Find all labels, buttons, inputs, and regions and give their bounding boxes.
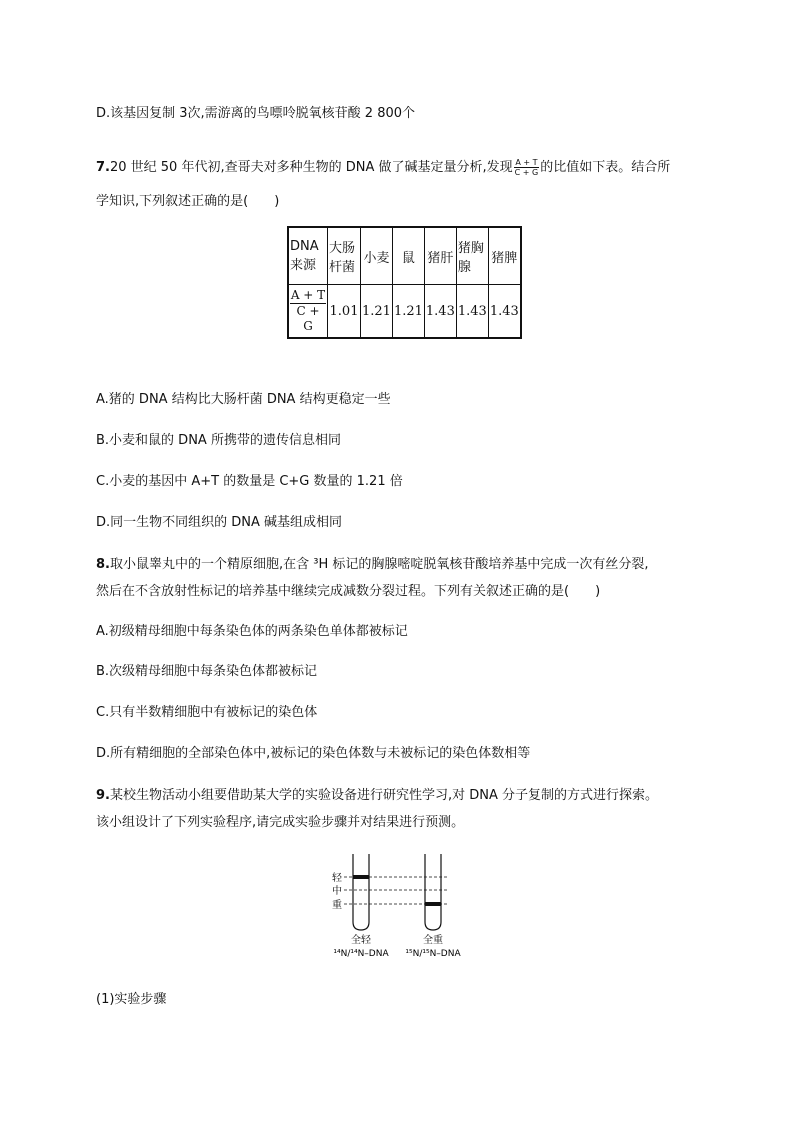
tube-1-label: 全轻 [351, 935, 371, 946]
q8-option-c: C.只有半数精细胞中有被标记的染色体 [96, 705, 318, 720]
q7-option-d: D.同一生物不同组织的 DNA 碱基组成相同 [96, 515, 343, 530]
header-wheat: 小麦 [361, 227, 393, 285]
q9-sub1-heading: (1)实验步骤 [96, 992, 167, 1007]
band-label-middle: 中 [332, 886, 342, 897]
q8-option-a: A.初级精母细胞中每条染色体的两条染色单体都被标记 [96, 624, 408, 639]
tube-2-label: 全重 [423, 935, 443, 946]
tube-2-sublabel: ¹⁵N/¹⁵N–DNA [405, 949, 461, 959]
q7-option-b: B.小麦和鼠的 DNA 所携带的遗传信息相同 [96, 433, 341, 448]
tube-1 [353, 854, 369, 930]
q8-stem-line2: 然后在不含放射性标记的培养基中继续完成减数分裂过程。下列有关叙述正确的是( ) [96, 584, 601, 599]
q8-number: 8. [96, 557, 110, 572]
q7-stem-post: 的比值如下表。结合所 [540, 160, 671, 175]
band-label-heavy: 重 [332, 900, 342, 911]
band-label-light: 轻 [332, 873, 342, 884]
q9-number: 9. [96, 788, 110, 803]
value-pig-spleen: 1.43 [488, 285, 520, 339]
row-label-ratio: $\frac{A + T}{C + G}$ [288, 285, 328, 339]
q7-frac-numerator: A + T [515, 158, 538, 167]
table-header-row [288, 227, 521, 285]
q7-frac-denominator: C + G [514, 168, 539, 177]
header-pig-spleen: 猪脾 [488, 227, 520, 285]
header-mouse: 鼠 [392, 227, 424, 285]
q9-stem-text: 某校生物活动小组要借助某大学的实验设备进行研究性学习,对 DNA 分子复制的方式进行探索。 [109, 788, 659, 803]
value-pig-liver: 1.43 [424, 285, 456, 339]
q8-stem-line1 [96, 553, 649, 572]
q7-stem-line2: 学知识,下列叙述正确的是( ) [96, 194, 280, 209]
q6-option-d: D.该基因复制 3次,需游离的鸟嘌呤脱氧核苷酸 2 800个 [96, 106, 416, 121]
value-pig-thymus: 1.43 [456, 285, 488, 339]
q7-option-a: A.猪的 DNA 结构比大肠杆菌 DNA 结构更稳定一些 [96, 392, 391, 407]
header-dna-source: DNA 来源 [288, 227, 328, 285]
table-value-row [288, 285, 521, 339]
header-ecoli: 大肠 杆菌 [328, 227, 361, 285]
q7-number: 7. [96, 160, 110, 175]
q8-stem-text: 取小鼠睾丸中的一个精原细胞,在含 ³H 标记的胸腺嘧啶脱氧核苷酸培养基中完成一次有丝分裂, [109, 557, 649, 572]
header-pig-liver: 猪肝 [424, 227, 456, 285]
q9-stem-line1 [96, 784, 658, 803]
tube-1-sublabel: ¹⁴N/¹⁴N–DNA [333, 949, 389, 959]
q7-stem-pre: 20 世纪 50 年代初,查哥夫对多种生物的 DNA 做了碱基定量分析,发现 [109, 160, 513, 175]
q7-option-c: C.小麦的基因中 A+T 的数量是 C+G 数量的 1.21 倍 [96, 474, 403, 489]
q9-centrifuge-figure [324, 850, 474, 962]
value-mouse: 1.21 [392, 285, 424, 339]
q8-option-d: D.所有精细胞的全部染色体中,被标记的染色体数与未被标记的染色体数相等 [96, 746, 531, 761]
value-wheat: 1.21 [361, 285, 393, 339]
tube-2-band-heavy [425, 902, 441, 906]
tube-1-band-light [353, 875, 369, 879]
value-ecoli: 1.01 [328, 285, 361, 339]
header-pig-thymus: 猪胸 腺 [456, 227, 488, 285]
q7-ratio-fraction [514, 158, 540, 177]
q7-stem-line1 [96, 156, 670, 177]
tube-2 [425, 854, 441, 930]
q8-option-b: B.次级精母细胞中每条染色体都被标记 [96, 664, 318, 679]
q9-stem-line2: 该小组设计了下列实验程序,请完成实验步骤并对结果进行预测。 [96, 815, 465, 830]
q7-data-table [287, 226, 522, 339]
